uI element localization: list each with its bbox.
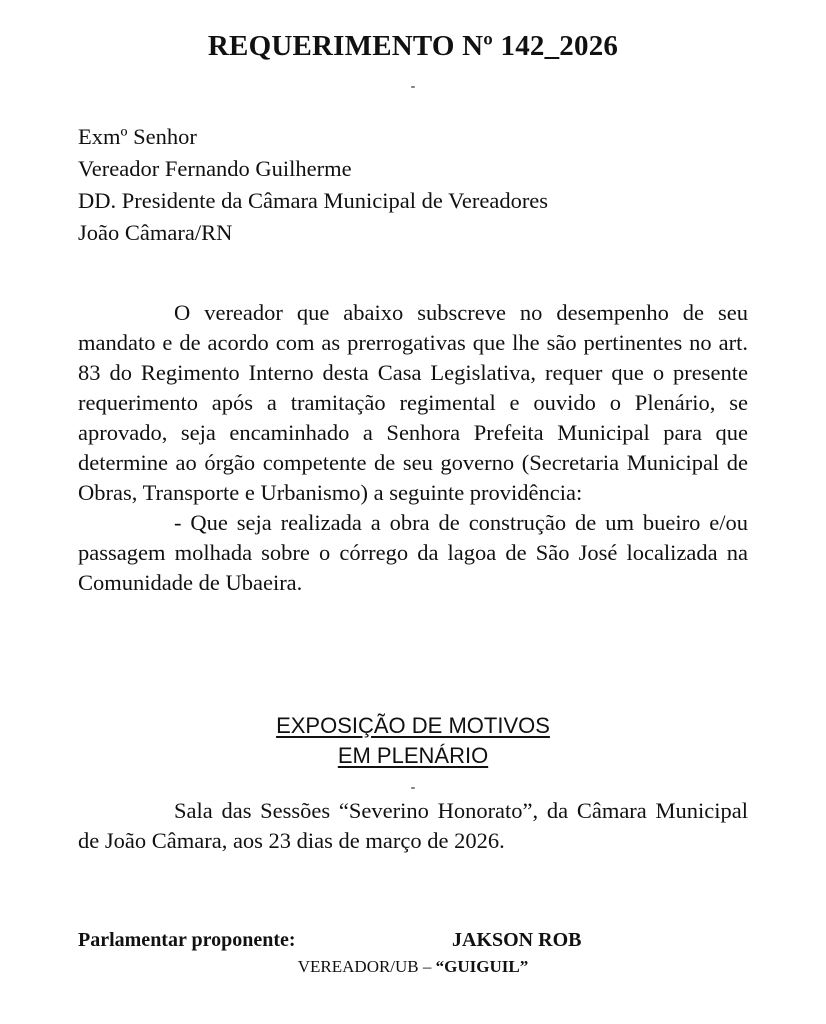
signature-role bbox=[0, 957, 826, 977]
addressee-line: João Câmara/RN bbox=[78, 220, 233, 245]
exposition-line1: EXPOSIÇÃO DE MOTIVOS bbox=[276, 713, 550, 738]
body-block bbox=[78, 298, 748, 598]
exposition-separator: - bbox=[410, 780, 416, 795]
addressee-block bbox=[78, 121, 778, 249]
signature-label: Parlamentar proponente: bbox=[78, 929, 296, 951]
request-item: - Que seja realizada a obra de construção de um bueiro e/ou passagem molhada sobre o córrego da lagoa de São José localizada na Comunidade de Ubaeira. bbox=[78, 510, 748, 595]
exposition-line2: EM PLENÁRIO bbox=[337, 743, 489, 768]
closing-paragraph: Sala das Sessões “Severino Honorato”, da Câmara Municipal de João Câmara, aos 23 dias de março de 2026. bbox=[78, 798, 748, 853]
signature-nickname: “GUIGUIL” bbox=[435, 957, 529, 976]
exposition-heading bbox=[0, 711, 826, 771]
addressee-line: Vereador Fernando Guilherme bbox=[78, 156, 352, 181]
addressee-line: Exmº Senhor bbox=[78, 124, 197, 149]
body-paragraph: O vereador que abaixo subscreve no desempenho de seu mandato e de acordo com as prerrogativas que lhe são pertinentes no art. 83 do Regimento Interno desta Casa Legislativa, requer que o presente requerimento após a tramitação regimental e ouvido o Plenário, se aprovado, seja encaminhado a Senhora Prefeita Municipal para que determine ao órgão competente de seu governo (Secretaria Municipal de Obras, Transporte e Urbanismo) a seguinte providência: bbox=[78, 300, 748, 505]
signature-name: JAKSON ROB bbox=[452, 929, 582, 951]
document-title: REQUERIMENTO Nº 142_2026 bbox=[207, 30, 619, 62]
addressee-line: DD. Presidente da Câmara Municipal de Vereadores bbox=[78, 188, 549, 213]
title-separator: - bbox=[410, 79, 416, 94]
closing-block bbox=[78, 796, 748, 856]
signature-role-text: VEREADOR/UB – bbox=[297, 957, 432, 976]
